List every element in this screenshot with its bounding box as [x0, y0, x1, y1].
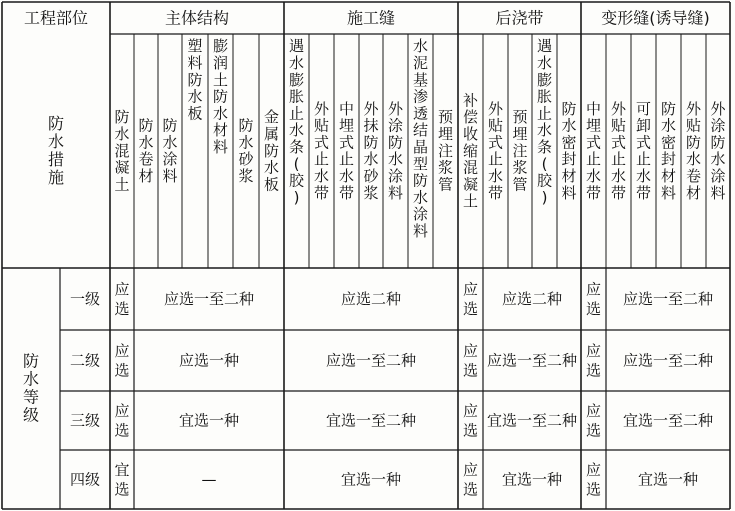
- table-cell: —: [201, 470, 217, 489]
- column-header: 膨润土防水材料: [212, 37, 229, 156]
- column-header: 补偿收缩混凝土: [462, 91, 479, 211]
- column-header: 水泥基渗透结晶型防水涂料: [412, 37, 429, 240]
- column-header: 外贴式止水带: [313, 99, 330, 202]
- table-cell: 应选一种: [178, 351, 240, 370]
- table-cell: 应选一至二种: [163, 290, 255, 308]
- column-header: 防水卷材: [138, 116, 154, 185]
- table-cell: 应选: [114, 280, 130, 319]
- table-cell: 宜选一至二种: [622, 411, 714, 430]
- table-cell: 宜选一种: [637, 470, 699, 489]
- table-cell: 应选: [585, 461, 602, 499]
- table-cell: 应选二种: [501, 290, 563, 308]
- table-cell: 应选一至二种: [622, 290, 714, 308]
- table-cell: 宜选: [114, 461, 130, 499]
- table-cell: 应选二种: [340, 290, 402, 308]
- column-header: 中埋式止水带: [338, 99, 355, 202]
- column-header: 防水密封材料: [561, 99, 577, 202]
- column-header: 防水混凝土: [114, 108, 130, 194]
- group-header: 变形缝(诱导缝): [601, 8, 710, 28]
- table-cell: 应选: [585, 342, 602, 380]
- table-cell: 应选一至二种: [622, 351, 714, 370]
- column-header: 外贴式止水带: [610, 99, 627, 202]
- column-header: 塑料防水板: [187, 37, 203, 123]
- column-header: 外涂防水涂料: [710, 99, 726, 202]
- table-cell: 应选: [462, 402, 479, 440]
- table-cell: 宜选一种: [178, 411, 240, 430]
- table-cell: 宜选一种: [501, 470, 563, 489]
- grade-label: 防水等级: [22, 351, 40, 425]
- grade-level-label: 三级: [69, 411, 101, 430]
- table-cell: 应选: [462, 280, 479, 319]
- table-cell: 应选一至二种: [486, 351, 578, 370]
- table-cell: 应选: [114, 402, 130, 440]
- table-cell: 宜选一种: [340, 470, 402, 489]
- column-header: 遇水膨胀止水条(胶): [288, 37, 305, 207]
- corner-label: 工程部位: [23, 8, 89, 28]
- column-header: 外涂防水涂料: [387, 99, 404, 202]
- table-cell: 宜选一至二种: [325, 411, 417, 430]
- grade-level-label: 一级: [69, 290, 101, 308]
- column-header: 防水砂浆: [238, 116, 254, 185]
- column-header: 防水涂料: [162, 116, 178, 185]
- column-header: 遇水膨胀止水条(胶): [536, 37, 553, 207]
- table-cell: 应选: [585, 280, 602, 319]
- table-cell: 宜选一至二种: [486, 411, 578, 430]
- table-cell: 应选: [114, 342, 130, 380]
- measures-label: 防水措施: [47, 114, 65, 187]
- column-header: 外贴防水卷材: [685, 99, 702, 202]
- column-header: 预埋注浆管: [437, 108, 454, 194]
- table-cell: 应选: [585, 402, 602, 440]
- column-header: 预埋注浆管: [512, 108, 528, 194]
- column-header: 金属防水板: [263, 108, 280, 194]
- group-header: 主体结构: [164, 8, 230, 28]
- column-header: 外抹防水砂浆: [363, 99, 379, 202]
- column-header: 外贴式止水带: [487, 99, 504, 202]
- grade-level-label: 二级: [69, 351, 101, 370]
- table-cell: 应选: [462, 342, 479, 380]
- column-header: 防水密封材料: [660, 99, 677, 202]
- column-header: 中埋式止水带: [585, 99, 602, 202]
- table-cell: 应选一至二种: [325, 351, 417, 370]
- grade-level-label: 四级: [69, 470, 101, 489]
- column-header: 可卸式止水带: [635, 99, 652, 202]
- table-cell: 应选: [462, 461, 479, 499]
- group-header: 施工缝: [346, 8, 396, 28]
- group-header: 后浇带: [495, 8, 544, 28]
